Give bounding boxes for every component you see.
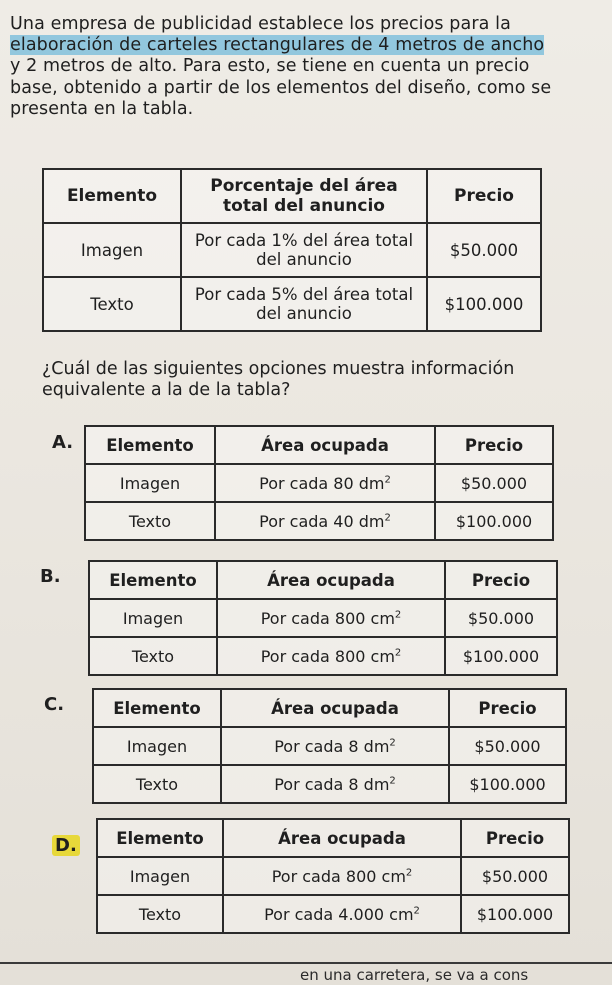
- header-precio: Precio: [445, 561, 557, 599]
- option-letter-a[interactable]: A.: [52, 432, 74, 453]
- area-text: Por cada 8 dm: [274, 736, 390, 756]
- table-row: [85, 502, 553, 540]
- header-precio: Precio: [461, 819, 569, 857]
- cell-elemento: Imagen: [89, 599, 217, 637]
- cell-precio: $100.000: [461, 895, 569, 933]
- cell-elemento: Texto: [97, 895, 223, 933]
- header-elemento: Elemento: [85, 426, 215, 464]
- cell-precio: $100.000: [445, 637, 557, 675]
- option-a-table[interactable]: [84, 425, 554, 541]
- intro-line-4: base, obtenido a partir de los elementos del diseño, como se: [10, 77, 552, 98]
- next-problem-fragment: [300, 966, 528, 984]
- area-exponent: 2: [389, 737, 396, 749]
- pricing-table: [42, 168, 542, 332]
- cell-area: [221, 727, 449, 765]
- header-elemento: Elemento: [93, 689, 221, 727]
- table-row: [97, 895, 569, 933]
- area-exponent: 2: [384, 512, 391, 524]
- cell-elemento: Texto: [43, 277, 181, 331]
- option-letter-b[interactable]: B.: [40, 566, 61, 587]
- header-precio: Precio: [449, 689, 566, 727]
- area-text: Por cada 800 cm: [260, 646, 395, 666]
- question-line-1: ¿Cuál de las siguientes opciones muestra información: [42, 359, 515, 379]
- header-elemento: Elemento: [43, 169, 181, 223]
- intro-line-2: [10, 35, 606, 56]
- option-letter-d[interactable]: [52, 835, 80, 856]
- cell-area: [221, 765, 449, 803]
- area-text: Por cada 8 dm: [274, 774, 390, 794]
- header-porcentaje: Porcentaje del área total del anuncio: [181, 169, 427, 223]
- intro-line-3: y 2 metros de alto. Para esto, se tiene en cuenta un precio: [10, 56, 530, 77]
- cell-area: [223, 857, 461, 895]
- table-row: [43, 223, 541, 277]
- table-row: [93, 765, 566, 803]
- cell-precio: $50.000: [435, 464, 553, 502]
- cell-elemento: Texto: [89, 637, 217, 675]
- cell-area: [217, 637, 445, 675]
- option-letter-c[interactable]: C.: [44, 694, 65, 715]
- cell-elemento: Imagen: [85, 464, 215, 502]
- header-precio: Precio: [435, 426, 553, 464]
- table-row: [89, 637, 557, 675]
- problem-statement: [10, 14, 606, 120]
- cell-precio: $100.000: [427, 277, 541, 331]
- highlighted-text: elaboración de carteles rectangulares de 4 metros de ancho: [10, 35, 545, 56]
- cell-area: [215, 502, 435, 540]
- table-row: [89, 599, 557, 637]
- cell-elemento: Imagen: [97, 857, 223, 895]
- table-header-row: [85, 426, 553, 464]
- header-elemento: Elemento: [89, 561, 217, 599]
- divider: [0, 962, 612, 964]
- area-exponent: 2: [389, 775, 396, 787]
- header-area: Área ocupada: [223, 819, 461, 857]
- table-header-row: [97, 819, 569, 857]
- area-exponent: 2: [405, 867, 413, 879]
- cell-porcentaje: Por cada 5% del área total del anuncio: [181, 277, 427, 331]
- header-area: Área ocupada: [217, 561, 445, 599]
- intro-line-5: presenta en la tabla.: [10, 98, 194, 119]
- question: [42, 359, 602, 401]
- option-c-table[interactable]: [92, 688, 567, 804]
- table-row: [93, 727, 566, 765]
- area-exponent: 2: [394, 647, 402, 659]
- cell-elemento: Texto: [93, 765, 221, 803]
- header-area: Área ocupada: [221, 689, 449, 727]
- cell-area: [215, 464, 435, 502]
- cell-precio: $50.000: [449, 727, 566, 765]
- area-text: Por cada 40 dm: [259, 511, 385, 531]
- cell-precio: $50.000: [427, 223, 541, 277]
- table-header-row: [89, 561, 557, 599]
- area-text: Por cada 80 dm: [259, 473, 385, 493]
- intro-line-1: Una empresa de publicidad establece los precios para la: [10, 14, 511, 34]
- cell-precio: $50.000: [461, 857, 569, 895]
- cell-elemento: Texto: [85, 502, 215, 540]
- footer-text: en una carretera, se va a cons: [300, 966, 529, 984]
- table-row: [85, 464, 553, 502]
- header-precio: Precio: [427, 169, 541, 223]
- header-area: Área ocupada: [215, 426, 435, 464]
- question-line-2: equivalente a la de la tabla?: [42, 380, 291, 400]
- cell-precio: $100.000: [435, 502, 553, 540]
- area-exponent: 2: [384, 474, 391, 486]
- cell-area: [217, 599, 445, 637]
- table-header-row: [93, 689, 566, 727]
- table-row: [43, 277, 541, 331]
- cell-elemento: Imagen: [93, 727, 221, 765]
- table-row: [97, 857, 569, 895]
- cell-precio: $50.000: [445, 599, 557, 637]
- option-b-table[interactable]: [88, 560, 558, 676]
- option-d-table[interactable]: [96, 818, 570, 934]
- option-letter-d-text: D.: [52, 835, 80, 856]
- cell-area: [223, 895, 461, 933]
- cell-elemento: Imagen: [43, 223, 181, 277]
- area-text: Por cada 800 cm: [271, 866, 406, 886]
- header-elemento: Elemento: [97, 819, 223, 857]
- area-text: Por cada 4.000 cm: [264, 904, 414, 924]
- area-text: Por cada 800 cm: [260, 608, 395, 628]
- area-exponent: 2: [413, 905, 420, 917]
- cell-porcentaje: Por cada 1% del área total del anuncio: [181, 223, 427, 277]
- area-exponent: 2: [394, 609, 402, 621]
- cell-precio: $100.000: [449, 765, 566, 803]
- table-header-row: [43, 169, 541, 223]
